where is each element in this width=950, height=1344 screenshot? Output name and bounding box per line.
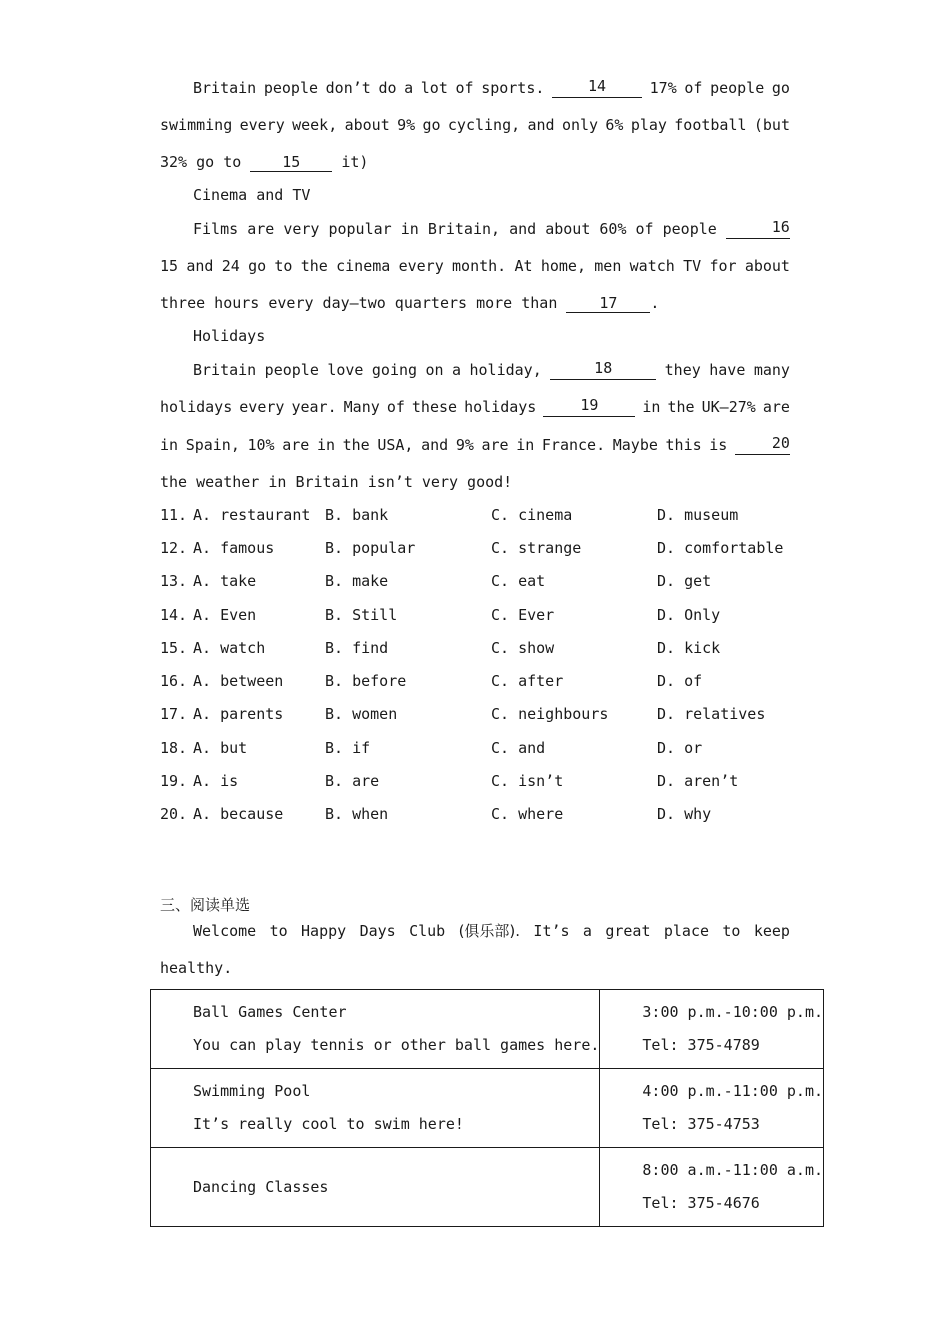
word: great: [605, 922, 651, 940]
option-d: D. aren’t: [657, 772, 739, 790]
option-a: A. Even: [193, 606, 257, 624]
option-a: A. but: [193, 739, 248, 757]
word: people: [264, 361, 319, 379]
word: and: [421, 436, 449, 454]
word: are: [282, 436, 310, 454]
option-d: D. or: [657, 739, 703, 757]
facility-description: It’s really cool to swim here!: [193, 1115, 464, 1133]
word: to: [269, 922, 288, 940]
facility-hours: 8:00 a.m.-11:00 a.m.: [642, 1161, 824, 1179]
word: (俱乐部).: [458, 922, 521, 940]
word: are: [247, 220, 275, 238]
question-number: 19.: [160, 772, 188, 790]
option-b: B. popular: [325, 539, 416, 557]
facility-cell: [151, 990, 600, 1069]
word: about: [545, 220, 591, 238]
blank-19: 19: [543, 397, 635, 417]
question-options-13: [160, 571, 800, 591]
word: Many: [343, 398, 380, 416]
option-b: B. find: [325, 639, 389, 657]
word: in: [316, 436, 335, 454]
option-c: C. eat: [491, 572, 546, 590]
option-a: A. between: [193, 672, 284, 690]
word: and: [527, 116, 555, 134]
word: every: [239, 116, 285, 134]
blank-20: 20: [735, 435, 790, 455]
word: Britain,: [427, 220, 501, 238]
word: Club: [409, 922, 446, 940]
word: don’t: [325, 79, 371, 97]
word: go: [771, 79, 790, 97]
word: cycling,: [447, 116, 521, 134]
option-a: A. famous: [193, 539, 275, 557]
option-c: C. isn’t: [491, 772, 564, 790]
word: Maybe: [612, 436, 658, 454]
word: go: [422, 116, 441, 134]
question-options-16: [160, 671, 800, 691]
word: At: [514, 257, 533, 275]
option-b: B. bank: [325, 506, 389, 524]
option-d: D. get: [657, 572, 712, 590]
word: love: [327, 361, 364, 379]
blank-16: 16: [726, 219, 790, 239]
question-options-12: [160, 538, 800, 558]
word: of: [635, 220, 654, 238]
option-b: B. if: [325, 739, 371, 757]
word: these: [411, 398, 458, 416]
text: three hours every day—two quarters more than: [160, 294, 558, 312]
word: cinema: [336, 257, 391, 275]
facility-name: Swimming Pool: [193, 1082, 311, 1100]
word: week,: [292, 116, 338, 134]
word: are: [762, 398, 790, 416]
word: Britain: [193, 79, 257, 97]
intro-line: [193, 921, 790, 941]
word: holidays: [160, 398, 233, 416]
word: (but: [753, 116, 790, 134]
question-options-19: [160, 771, 800, 791]
word: this: [665, 436, 702, 454]
facility-phone: Tel: 375-4753: [642, 1115, 760, 1133]
facility-hours: 4:00 p.m.-11:00 p.m.: [642, 1082, 824, 1100]
word: about: [744, 257, 790, 275]
word: France.: [541, 436, 606, 454]
question-options-20: [160, 804, 800, 824]
word: USA,: [377, 436, 414, 454]
word: to: [274, 257, 293, 275]
word: 15: [160, 257, 179, 275]
option-b: B. Still: [325, 606, 398, 624]
passage-line: [160, 152, 790, 172]
word: going: [371, 361, 418, 379]
hours-cell: [600, 1148, 824, 1227]
question-options-11: [160, 505, 800, 525]
club-table: [150, 989, 824, 1227]
word: a: [404, 79, 414, 97]
word: and: [186, 257, 214, 275]
facility-cell: [151, 1069, 600, 1148]
option-c: C. Ever: [491, 606, 555, 624]
option-c: C. strange: [491, 539, 582, 557]
blank-14: 14: [552, 78, 642, 98]
blank-18: 18: [550, 360, 656, 380]
option-d: D. why: [657, 805, 712, 823]
word: swimming: [160, 116, 233, 134]
word: on: [425, 361, 444, 379]
question-number: 18.: [160, 739, 188, 757]
question-number: 12.: [160, 539, 188, 557]
passage-line: [193, 219, 790, 239]
word: they: [664, 361, 701, 379]
text: it): [341, 153, 369, 171]
intro-line: healthy.: [160, 959, 233, 977]
option-a: A. watch: [193, 639, 266, 657]
word: Happy: [301, 922, 347, 940]
question-number: 13.: [160, 572, 188, 590]
word: the: [300, 257, 328, 275]
word: people: [710, 79, 765, 97]
word: 6%: [605, 116, 624, 134]
word: of: [455, 79, 474, 97]
question-number: 11.: [160, 506, 188, 524]
option-a: A. parents: [193, 705, 284, 723]
word: 60%: [599, 220, 627, 238]
word: and: [509, 220, 537, 238]
option-c: C. and: [491, 739, 546, 757]
section-heading-holidays: Holidays: [193, 327, 266, 345]
hours-cell: [600, 1069, 824, 1148]
passage-line: [160, 293, 790, 313]
table-row: [151, 990, 824, 1069]
word: for: [709, 257, 737, 275]
question-options-18: [160, 738, 800, 758]
word: a: [452, 361, 462, 379]
option-b: B. make: [325, 572, 389, 590]
facility-description: You can play tennis or other ball games here.: [193, 1036, 600, 1054]
option-a: A. take: [193, 572, 257, 590]
passage-line: [160, 256, 790, 276]
question-number: 15.: [160, 639, 188, 657]
word: the: [667, 398, 695, 416]
word: to: [722, 922, 741, 940]
option-c: C. cinema: [491, 506, 573, 524]
blank-17: 17: [566, 295, 650, 313]
word: place: [663, 922, 710, 940]
word: do: [378, 79, 397, 97]
option-d: D. of: [657, 672, 703, 690]
word: in: [642, 398, 661, 416]
facility-phone: Tel: 375-4789: [642, 1036, 760, 1054]
table-row: [151, 1069, 824, 1148]
text: 32% go to: [160, 153, 242, 171]
option-b: B. when: [325, 805, 389, 823]
word: people: [662, 220, 717, 238]
blank-15: 15: [250, 154, 332, 172]
hours-cell: [600, 990, 824, 1069]
word: Days: [359, 922, 396, 940]
question-options-17: [160, 704, 800, 724]
word: in: [400, 220, 419, 238]
word: every: [239, 398, 285, 416]
passage-line: the weather in Britain isn’t very good!: [160, 473, 513, 491]
word: men: [594, 257, 622, 275]
word: about: [344, 116, 390, 134]
word: UK—27%: [701, 398, 756, 416]
word: people: [263, 79, 319, 97]
word: Britain: [193, 361, 257, 379]
question-number: 20.: [160, 805, 188, 823]
facility-phone: Tel: 375-4676: [642, 1194, 760, 1212]
word: football: [674, 116, 747, 134]
word: lot: [420, 79, 448, 97]
word: a: [582, 922, 592, 940]
word: popular: [328, 220, 392, 238]
word: holiday,: [469, 361, 542, 379]
word: very: [283, 220, 320, 238]
text: .: [650, 294, 660, 312]
word: Films: [193, 220, 239, 238]
word: 9%: [455, 436, 474, 454]
passage-line: [160, 397, 790, 417]
question-options-14: [160, 605, 800, 625]
option-d: D. comfortable: [657, 539, 784, 557]
passage-line: [193, 78, 790, 98]
word: home,: [540, 257, 586, 275]
option-d: D. Only: [657, 606, 721, 624]
word: Spain,: [185, 436, 240, 454]
word: many: [753, 361, 790, 379]
passage-line: [193, 360, 790, 380]
word: keep: [753, 922, 790, 940]
word: holidays: [464, 398, 537, 416]
option-d: D. museum: [657, 506, 739, 524]
question-options-15: [160, 638, 800, 658]
word: 24: [221, 257, 240, 275]
word: are: [481, 436, 509, 454]
word: 17%: [649, 79, 677, 97]
facility-hours: 3:00 p.m.-10:00 p.m.: [642, 1003, 824, 1021]
option-c: C. show: [491, 639, 555, 657]
word: sports.: [481, 79, 545, 97]
word: watch: [629, 257, 675, 275]
word: month.: [452, 257, 507, 275]
question-number: 14.: [160, 606, 188, 624]
facility-name: Dancing Classes: [193, 1177, 329, 1196]
facility-cell: [151, 1148, 600, 1227]
facility-name: Ball Games Center: [193, 1003, 347, 1021]
option-a: A. is: [193, 772, 239, 790]
option-c: C. where: [491, 805, 564, 823]
word: play: [630, 116, 667, 134]
word: TV: [683, 257, 702, 275]
option-d: D. kick: [657, 639, 721, 657]
question-number: 17.: [160, 705, 188, 723]
option-b: B. are: [325, 772, 380, 790]
table-row: [151, 1148, 824, 1227]
section-heading-cinema: Cinema and TV: [193, 186, 311, 204]
word: 10%: [247, 436, 275, 454]
word: only: [561, 116, 599, 134]
word: It’s: [533, 922, 570, 940]
question-number: 16.: [160, 672, 188, 690]
word: in: [516, 436, 535, 454]
word: of: [386, 398, 405, 416]
word: Welcome: [193, 922, 257, 940]
option-c: C. neighbours: [491, 705, 609, 723]
option-b: B. before: [325, 672, 407, 690]
passage-line: [160, 115, 790, 135]
section-heading-reading: 三、阅读单选: [160, 896, 251, 914]
word: have: [709, 361, 746, 379]
option-a: A. restaurant: [193, 506, 311, 524]
word: every: [398, 257, 444, 275]
option-a: A. because: [193, 805, 284, 823]
word: in: [160, 436, 179, 454]
passage-line: [160, 435, 790, 455]
word: go: [248, 257, 267, 275]
option-b: B. women: [325, 705, 398, 723]
option-c: C. after: [491, 672, 564, 690]
option-d: D. relatives: [657, 705, 766, 723]
word: of: [684, 79, 703, 97]
word: the: [342, 436, 370, 454]
word: 9%: [397, 116, 416, 134]
word: is: [709, 436, 728, 454]
word: year.: [291, 398, 337, 416]
